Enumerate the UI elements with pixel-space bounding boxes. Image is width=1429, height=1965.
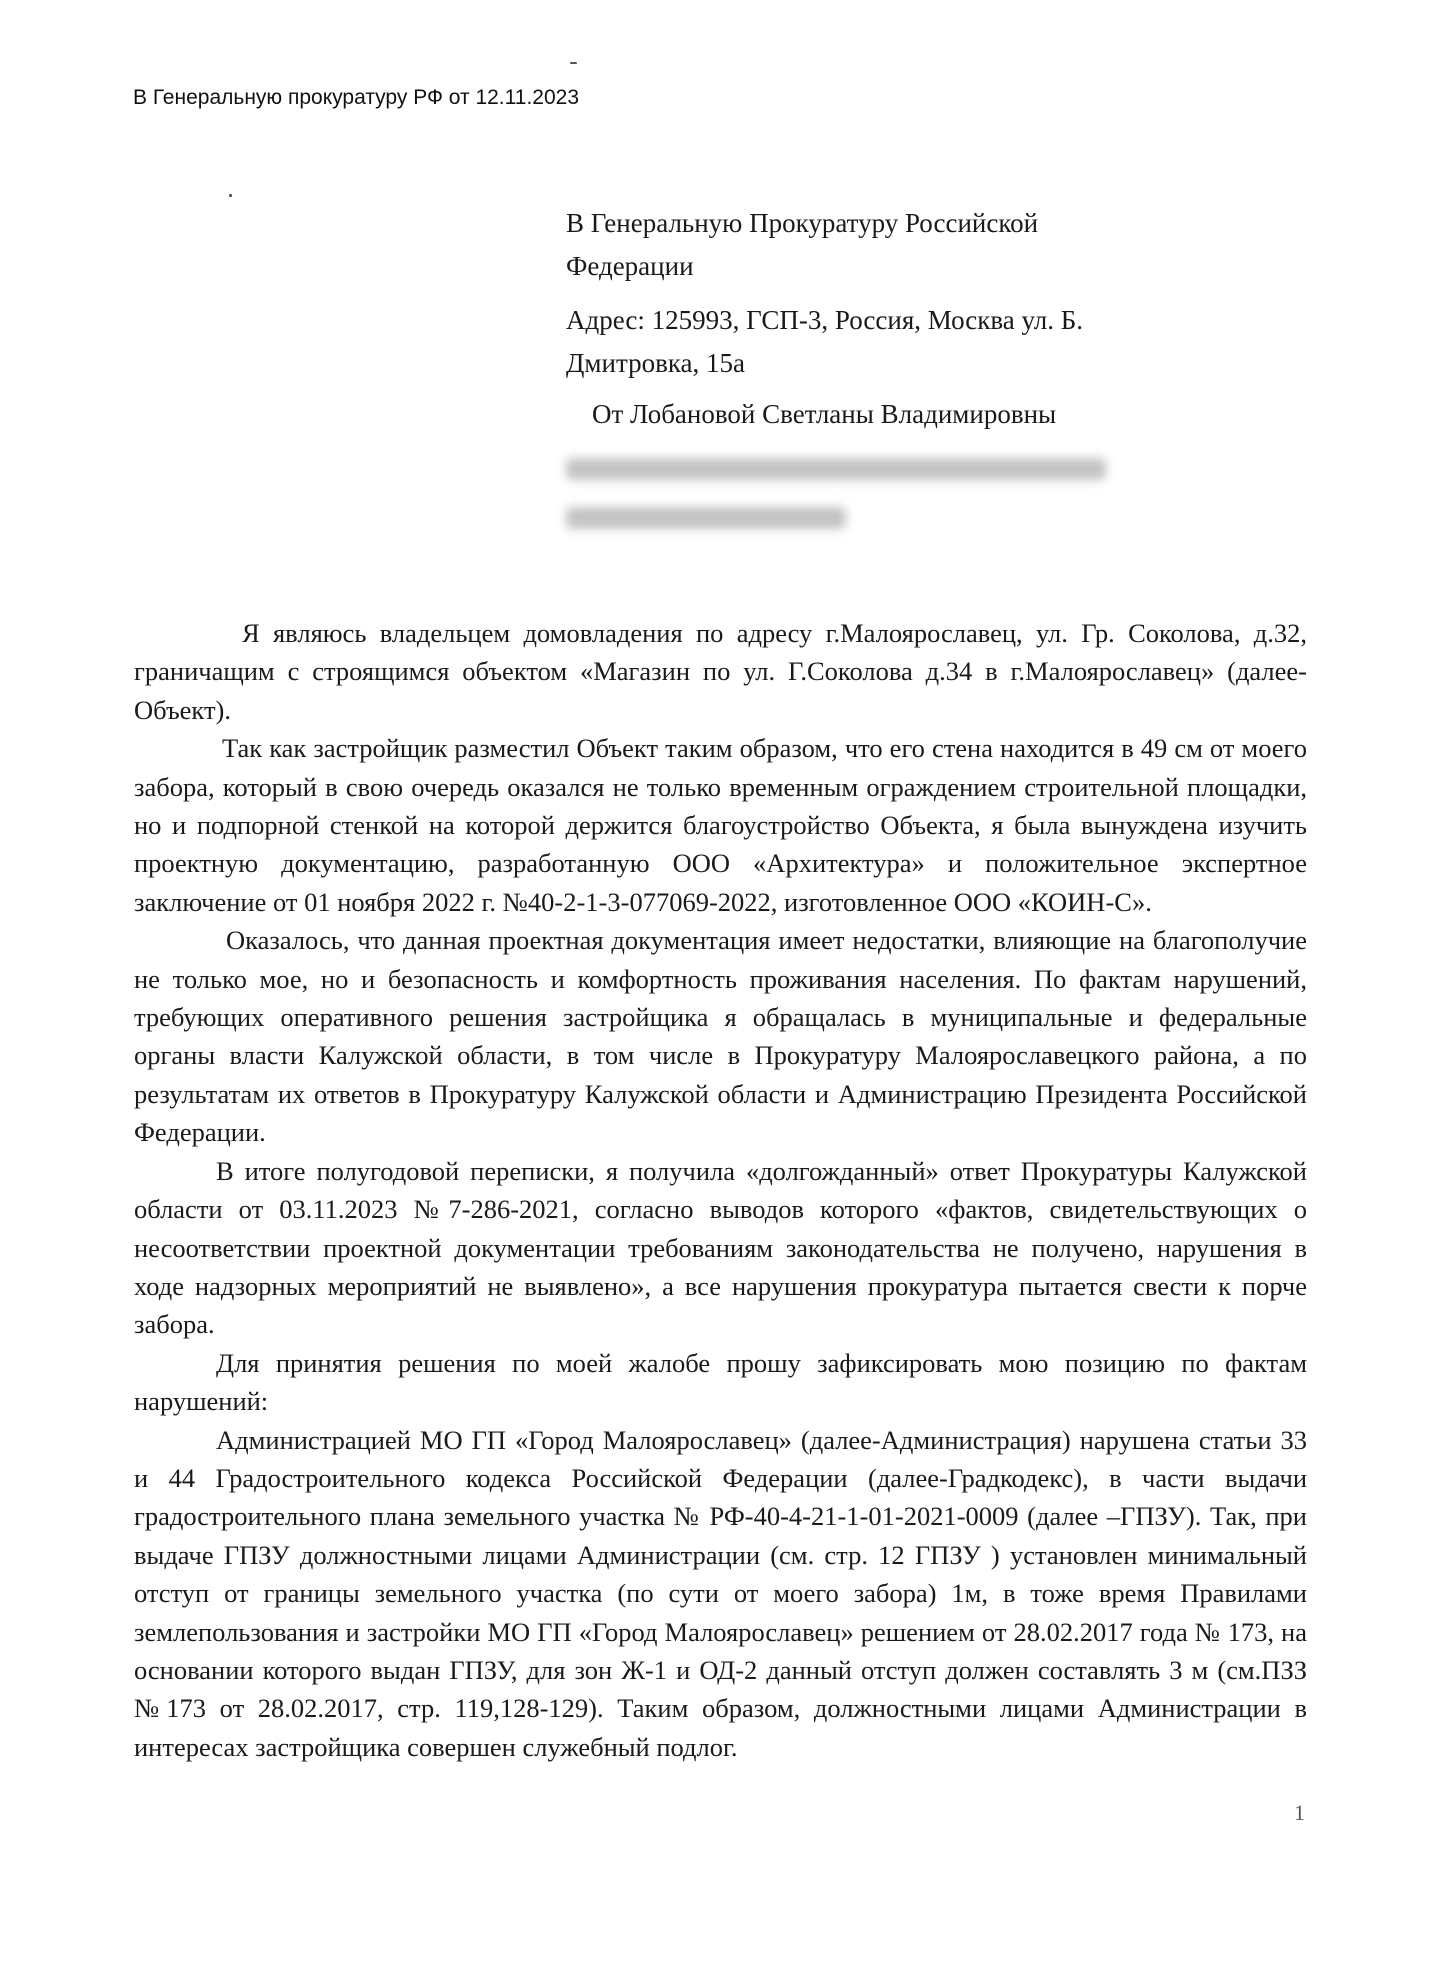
body-paragraph: Для принятия решения по моей жалобе прошу зафиксировать мою позицию по фактам нарушений:	[134, 1347, 1307, 1417]
scan-speck	[570, 62, 577, 64]
body-paragraph: В итоге полугодовой переписки, я получила «долгожданный» ответ Прокуратуры Калужской области от 03.11.2023 №7-286-2021, согласно выводов которого «фактов, свидетельствующих о несоответствии проектной документации требованиям законодательства не получено, нарушения в ходе надзорных мероприятий не выявлено», а все нарушения прокуратура пытается свести к порче забора.	[134, 1155, 1307, 1340]
addressee-block	[566, 202, 1166, 436]
sender-line: От Лобановой Светланы Владимировны	[592, 399, 1057, 429]
body-paragraph: Я являюсь владельцем домовладения по адресу г.Малоярославец, ул. Гр. Соколова, д.32, граничащим с строящимся объектом «Магазин по ул. Г.Соколова д.34 в г.Малоярославец» (далее-Объект).	[134, 618, 1307, 725]
scan-speck	[229, 194, 232, 197]
letter-body	[134, 614, 1307, 1766]
redacted-line	[566, 507, 846, 529]
addressee-line: В Генеральную Прокуратуру Российской	[566, 208, 1039, 238]
redacted-sender-address	[566, 458, 1106, 556]
header-note: В Генеральную прокуратуру РФ от 12.11.2023	[133, 86, 579, 109]
page-number: 1	[1294, 1800, 1305, 1825]
address-line: Адрес: 125993, ГСП-3, Россия, Москва ул. Б.	[566, 305, 1084, 335]
body-paragraph: Так как застройщик разместил Объект таким образом, что его стена находится в 49 см от моего забора, который в свою очередь оказался не только временным ограждением строительной площадки, но и подпорной стенкой на которой держится благоустройство Объекта, я была вынуждена изучить проектную документацию, разработанную ООО «Архитектура» и положительное экспертное заключение от 01 ноября 2022 г. №40-2-1-3-077069-2022, изготовленное ООО «КОИН-С».	[134, 733, 1307, 917]
address-line: Дмитровка, 15а	[566, 348, 746, 378]
body-paragraph: Администрацией МО ГП «Город Малоярославец» (далее-Администрация) нарушена статьи 33 и 44 Градостроительного кодекса Российской Федерации (далее-Градкодекс), в части выдачи градостроительного плана земельного участка № РФ-40-4-21-1-01-2021-0009 (далее –ГПЗУ). Так, при выдаче ГПЗУ должностными лицами Администрации (см. стр. 12 ГПЗУ ) установлен минимальный отступ от границы земельного участка (по сути от моего забора) 1м, в тоже время Правилами землепользования и застройки МО ГП «Город Малоярославец» решением от 28.02.2017 года № 173, на основании которого выдан ГПЗУ, для зон Ж-1 и ОД-2 данный отступ должен составлять 3 м (см.ПЗЗ №173 от 28.02.2017, стр. 119,128-129). Таким образом, должностными лицами Администрации в интересах застройщика совершен служебный подлог.	[134, 1424, 1307, 1762]
redacted-line	[566, 458, 1106, 480]
body-paragraph: Оказалось, что данная проектная документация имеет недостатки, влияющие на благополучие не только мое, но и безопасность и комфортность проживания населения. По фактам нарушений, требующих оперативного решения застройщика я обращалась в муниципальные и федеральные органы власти Калужской области, в том числе в Прокуратуру Малоярославецкого района, а по результатам их ответов в Прокуратуру Калужской области и Администрацию Президента Российской Федерации.	[134, 925, 1307, 1148]
addressee-line: Федерации	[566, 251, 694, 281]
